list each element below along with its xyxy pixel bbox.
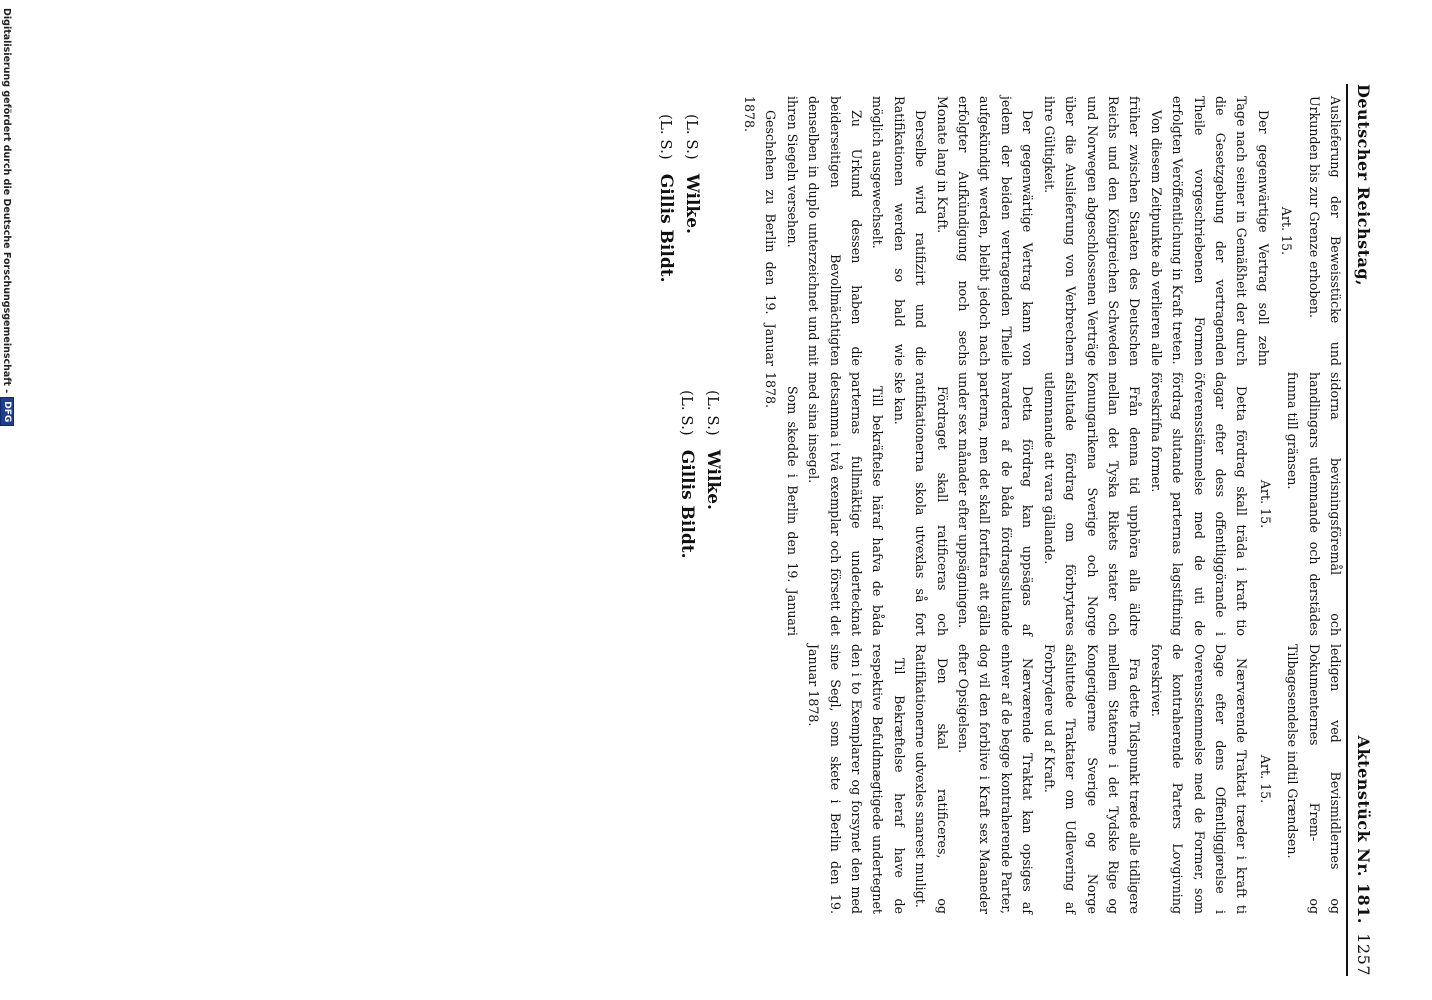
paragraph: ledigen ved Bevismidlernes og Dokumenternes Frem- og Tilbagesendelse indtil Grændsen.: [1285, 644, 1343, 914]
paragraph: Der gegenwärtige Vertrag soll zehn Tage nach seiner in Gemäßheit der durch die Gesetzgebung der vertragenden Theile vorgeschriebenen Formen erfolgten Veröffentlichung in Kraft treten.: [1170, 96, 1271, 366]
running-header: [1346, 84, 1382, 976]
signatory-name: Gillis Bildt.: [677, 449, 698, 559]
paragraph: Fra dette Tidspunkt træde alle tidligere mellem Staterne i det Tydske Rige og Kongerigerne Sverige og Norge afsluttede Traktater om Udlevering af Forbrydere ud af Kraft.: [1041, 644, 1143, 914]
paragraph: Nærværende Traktat kan opsiges af enhver af de begge kontraherende Parter, dog vil den forblive i Kraft sex Maaneder efter Opsigelsen.: [956, 644, 1036, 914]
paragraph: Nærværende Traktat træder i kraft ti Dage efter dens Offentliggjørelse i Overensstemmelse med de Former, som de kontraherende Parters Lovgivning foreskriver.: [1148, 644, 1250, 914]
seal-mark: (L. S.): [678, 390, 697, 436]
paragraph: Til Bekræftelse heraf have de respektive Befuldmægtigede undertegnet den i to Exemplarer og forsynet den med sine Segl, som skete i Berlin den 19. Januar 1878.: [806, 644, 907, 914]
paragraph: Fördraget skall ratificeras och ratifikationerna skola utvexlas så fort ske kan.: [891, 372, 950, 636]
paragraph: Von diesem Zeitpunkte ab verlieren alle früher zwischen Staaten des Deutschen Reichs und den Königreichen Schweden und Norwegen abgeschlossenen Verträge über die Auslieferung von Verbrechern ihre Gültigkeit.: [1041, 96, 1164, 366]
column-norwegian: [803, 644, 1346, 914]
dfg-logo: DFG: [0, 397, 14, 426]
column-german: [653, 96, 1346, 366]
article-heading: Art. 15.: [1279, 206, 1295, 256]
column-swedish: [674, 372, 1346, 636]
paragraph: Geschehen zu Berlin den 19. Januar 1878.: [742, 96, 779, 366]
header-document-number: Aktenstück Nr. 181.: [1354, 735, 1373, 924]
signatory-name: Gillis Bildt.: [655, 173, 676, 283]
paragraph: Auslieferung der Beweisstücke und Urkunden bis zur Grenze erhoben.: [1306, 96, 1343, 366]
signatory-name: Wilke.: [681, 173, 702, 234]
paragraph: Derselbe wird ratifizirt und die Ratifikationen werden so bald wie möglich ausgewechselt.: [870, 96, 929, 366]
paragraph: Zu Urkund dessen haben die beiderseitigen Bevollmächtigten denselben in duplo unterzeichnet und mit ihren Siegeln versehen.: [784, 96, 865, 366]
paragraph: Från denna tid upphöra alla äldre mellan det Tyska Rikets stater och Konungarikena Sverige och Norge afslutade fördrag om förbrytares utlemnande att vara gällande.: [1041, 372, 1143, 636]
article-heading: Art. 15.: [1257, 754, 1273, 804]
paragraph: sidorna bevisningsföremål och handlingars utlemnande och derstädes funna till gränsen.: [1285, 372, 1343, 636]
header-title: Deutscher Reichstag,: [1354, 84, 1373, 287]
signatory-name: Wilke.: [703, 449, 724, 510]
seal-mark: (L. S.): [656, 114, 675, 160]
digitization-credit: [0, 8, 14, 426]
paragraph: Detta fördrag kan uppsägas af hvardera af de båda fördragsslutande parterna, men det skall fortfara att gälla under sex månader efter uppsägningen.: [956, 372, 1036, 636]
seal-mark: (L. S.): [704, 390, 723, 436]
paragraph: Som skedde i Berlin den 19. Januari 1878.: [763, 372, 800, 636]
signature-block: [674, 372, 726, 636]
article-heading: Art. 15.: [1257, 479, 1273, 529]
paragraph: Der gegenwärtige Vertrag kann von jedem der beiden vertragenden Theile aufgekündigt werden, bleibt jedoch nach erfolgter Aufkündigung noch sechs Monate lang in Kraft.: [934, 96, 1036, 366]
credit-text: Digitalisierung gefördert durch die Deutsche Forschungsgemeinschaft -: [1, 8, 13, 394]
paragraph: Till bekräftelse häraf hafva de båda parternas fullmäktige undertecknat detsamma i två exemplar och försett det med sina insegel.: [806, 372, 886, 636]
paragraph: Den skal ratificeres, og Ratifikationerne udvexles snarest muligt.: [913, 644, 950, 914]
seal-mark: (L. S.): [682, 114, 701, 160]
page-number: 1257: [1354, 933, 1373, 976]
paragraph: Detta fördrag skall träda i kraft tio dagar efter dess offentliggörande i öfverensstämmelse med de uti de fördrag slutande parternas lagstiftning föreskrifna former.: [1148, 372, 1250, 636]
signature-block: [653, 96, 705, 366]
